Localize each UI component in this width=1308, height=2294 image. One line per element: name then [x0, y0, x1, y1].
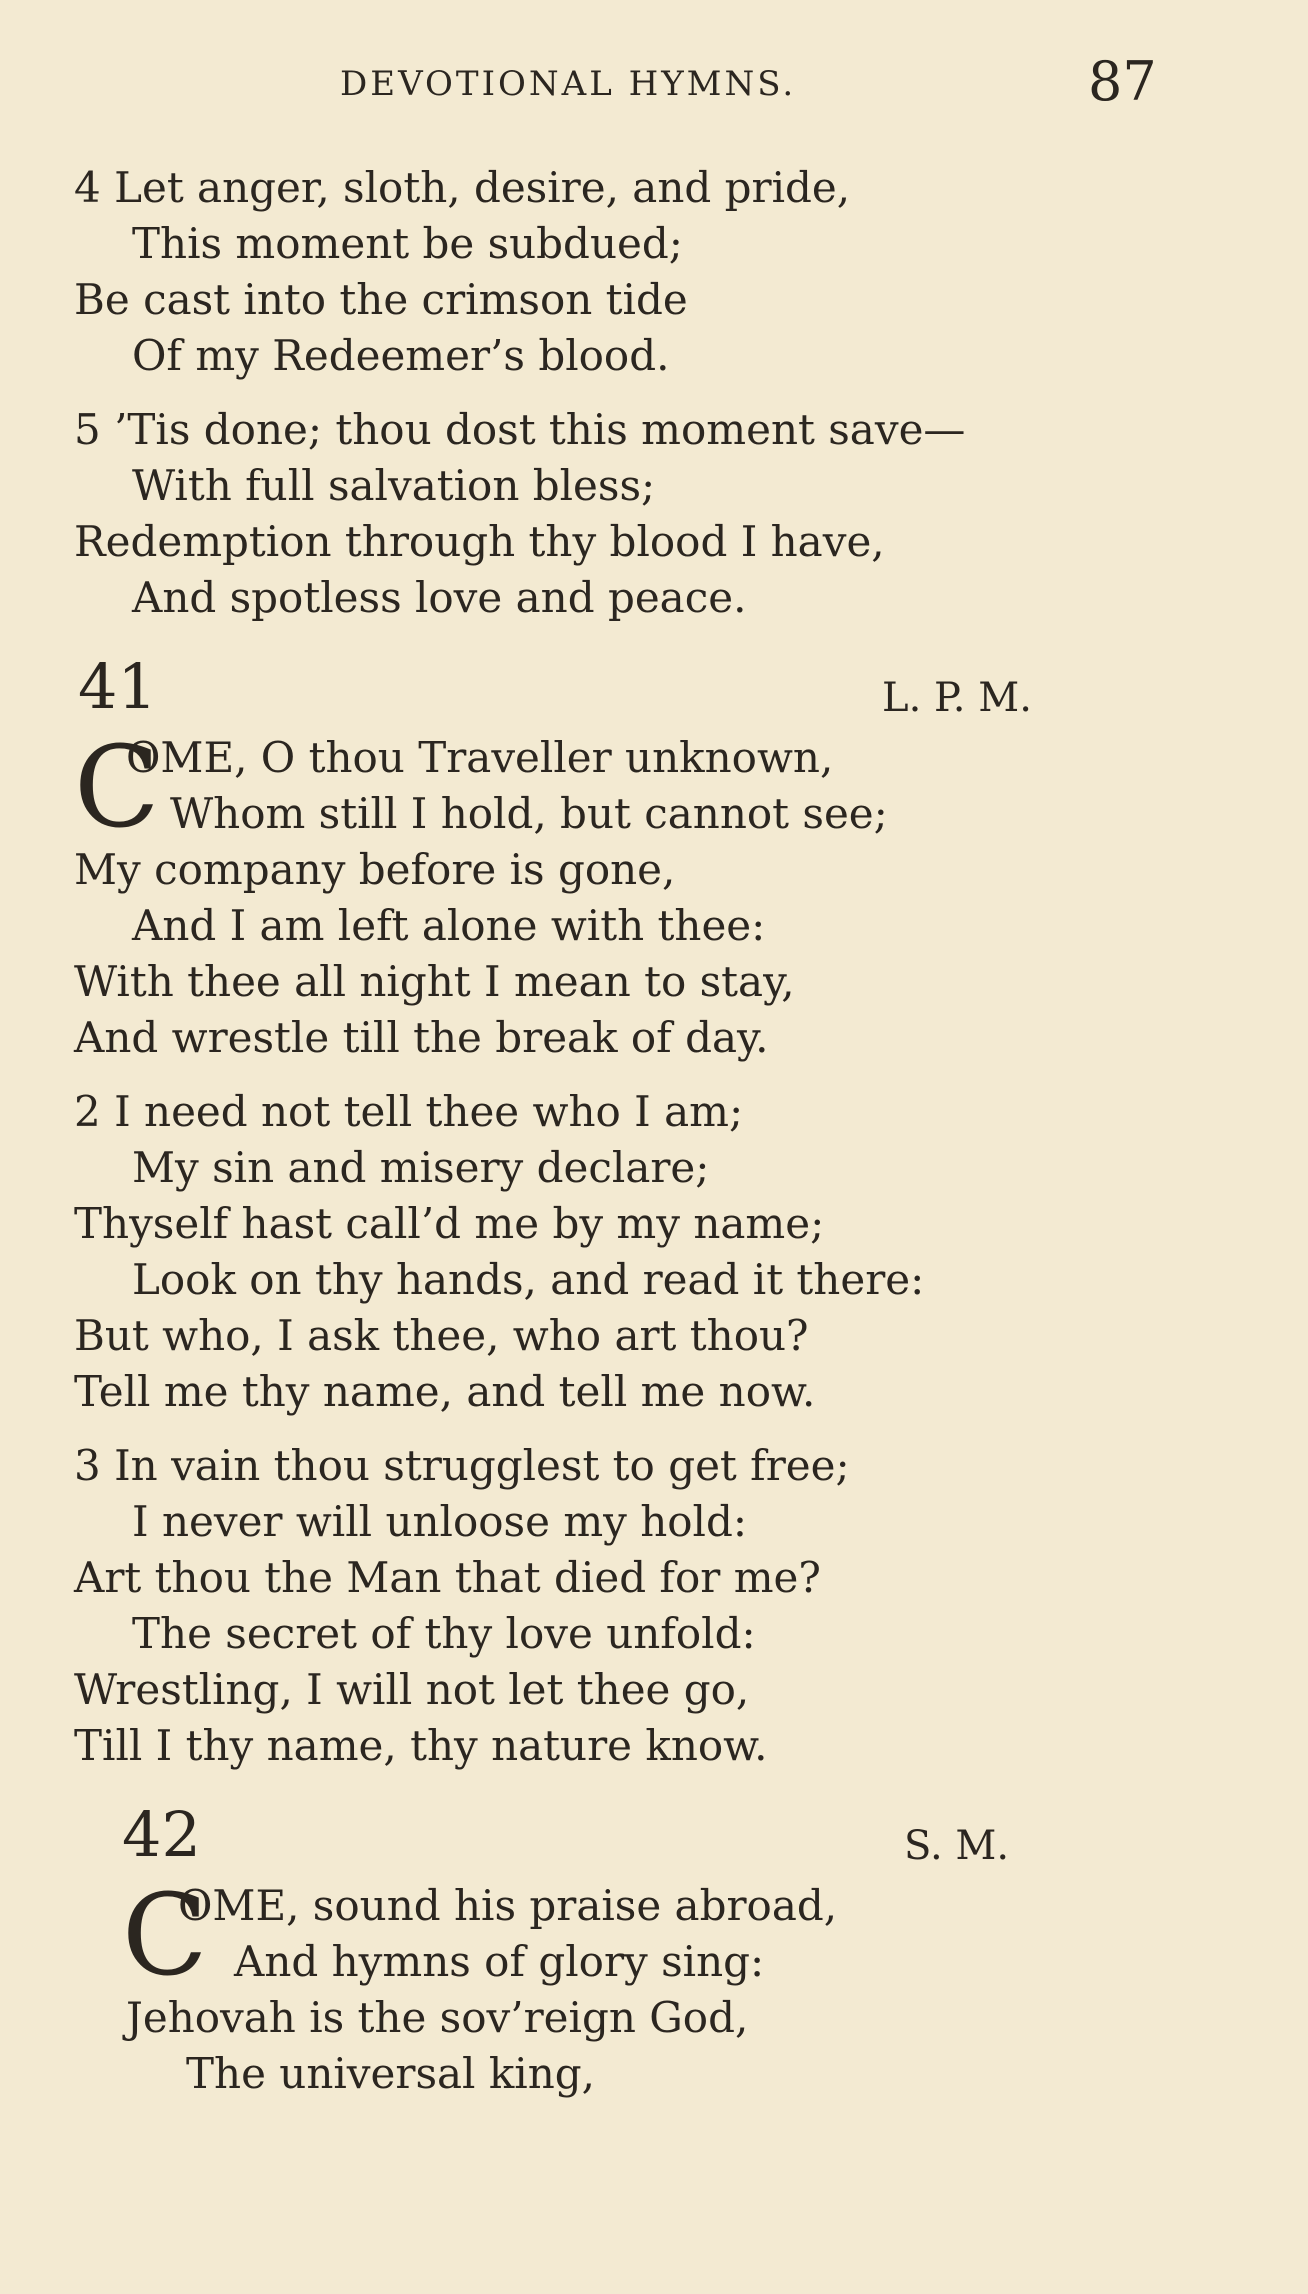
verse-line: And hymns of glory sing:	[234, 1937, 765, 1986]
drop-cap: C	[74, 723, 160, 853]
running-head	[0, 48, 1308, 118]
verse-line: 5 ’Tis done; thou dost this moment save—	[74, 405, 966, 454]
hymn-41-verse-2	[74, 1084, 1254, 1420]
verse-line: My company before is gone,	[74, 845, 676, 894]
verse-line: And wrestle till the break of day.	[74, 1013, 769, 1062]
verse-line: With thee all night I mean to stay,	[74, 957, 795, 1006]
verse-line: Tell me thy name, and tell me now.	[74, 1367, 816, 1416]
verse-line: 3 In vain thou strugglest to get free;	[74, 1441, 850, 1490]
verse-line: Of my Redeemer’s blood.	[132, 331, 670, 380]
hymn-number: 42	[122, 1798, 201, 1871]
verse-line: Redemption through thy blood I have,	[74, 517, 885, 566]
verse-line: And spotless love and peace.	[132, 573, 747, 622]
hymn-text	[74, 160, 1254, 2120]
verse-4	[74, 160, 1254, 384]
verse-5	[74, 402, 1254, 626]
verse-line: 2 I need not tell thee who I am;	[74, 1087, 744, 1136]
hymn-41-verse-1	[74, 723, 1254, 1066]
verse-line: The secret of thy love unfold:	[132, 1609, 756, 1658]
hymn-41-verse-3	[74, 1438, 1254, 1774]
verse-line: The universal king,	[186, 2049, 596, 2098]
hymn-meter: S. M.	[904, 1823, 1010, 1869]
verse-line: Jehovah is the sov’reign God,	[126, 1993, 749, 2042]
verse-line: 4 Let anger, sloth, desire, and pride,	[74, 163, 851, 212]
verse-line: OME, O thou Traveller unknown,	[126, 733, 834, 782]
verse-line: Thyself hast call’d me by my name;	[74, 1199, 825, 1248]
verse-line: And I am left alone with thee:	[132, 901, 766, 950]
running-title: DEVOTIONAL HYMNS.	[340, 64, 797, 104]
verse-line: Wrestling, I will not let thee go,	[74, 1665, 750, 1714]
verse-line: I never will unloose my hold:	[132, 1497, 748, 1546]
verse-line: This moment be subdued;	[132, 219, 683, 268]
hymn-number: 41	[78, 650, 157, 723]
hymn-meter: L. P. M.	[882, 675, 1032, 721]
verse-line: Be cast into the crimson tide	[74, 275, 688, 324]
hymn-42-verse-1	[74, 1871, 1254, 2102]
verse-line: OME, sound his praise abroad,	[178, 1881, 838, 1930]
verse-line: Look on thy hands, and read it there:	[132, 1255, 925, 1304]
hymn-41-header	[74, 652, 1254, 730]
drop-cap: C	[122, 1871, 208, 2001]
verse-line: Art thou the Man that died for me?	[74, 1553, 821, 1602]
verse-line: Till I thy name, thy nature know.	[74, 1721, 768, 1770]
verse-line: With full salvation bless;	[132, 461, 656, 510]
page-number: 87	[1088, 50, 1157, 113]
verse-line: Whom still I hold, but cannot see;	[170, 789, 888, 838]
hymn-42-header	[74, 1800, 1254, 1878]
verse-line: My sin and misery declare;	[132, 1143, 710, 1192]
verse-line: But who, I ask thee, who art thou?	[74, 1311, 809, 1360]
